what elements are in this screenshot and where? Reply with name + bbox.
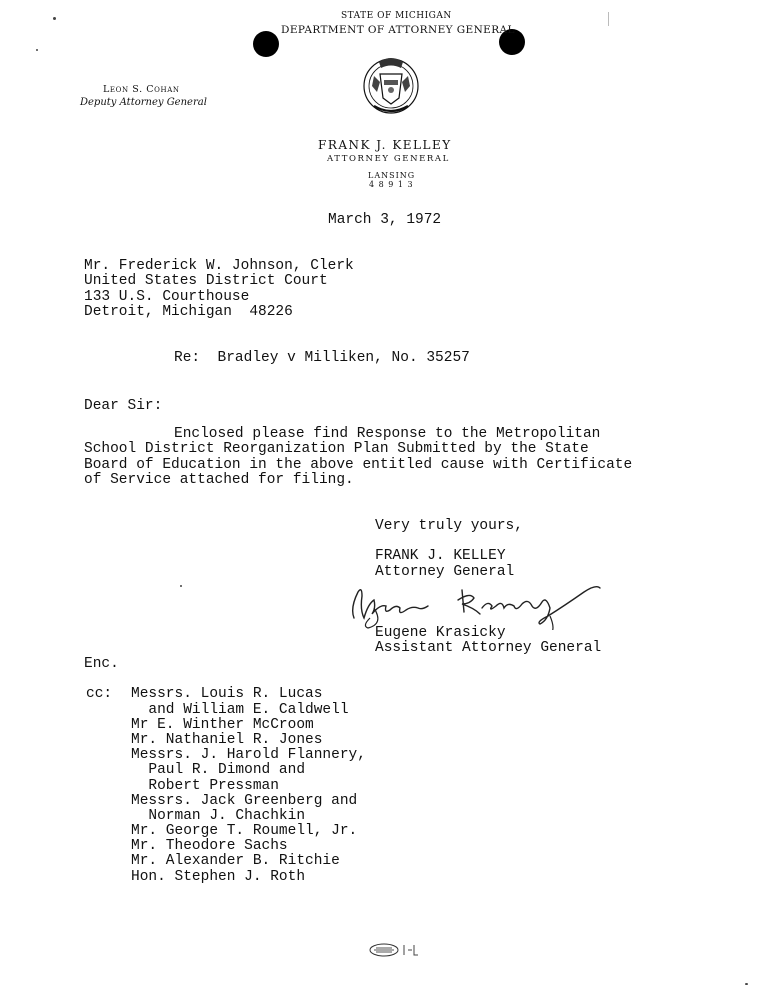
cc-list-item: Mr. George T. Roumell, Jr.: [131, 823, 358, 839]
cc-list-item: and William E. Caldwell: [131, 702, 349, 718]
signer-name: Eugene Krasicky: [375, 625, 506, 641]
address-line: Detroit, Michigan 48226: [84, 304, 293, 320]
re-line: Re: Bradley v Milliken, No. 35257: [174, 350, 470, 366]
address-line: Mr. Frederick W. Johnson, Clerk: [84, 258, 354, 274]
complimentary-close: Very truly yours,: [375, 518, 523, 534]
cc-list-item: Messrs. J. Harold Flannery,: [131, 747, 366, 763]
cc-list-item: Messrs. Louis R. Lucas: [131, 686, 323, 702]
scan-speck: [745, 983, 748, 985]
cc-list-item: Mr. Alexander B. Ritchie: [131, 853, 340, 869]
attorney-general-name: FRANK J. KELLEY: [318, 138, 452, 152]
enclosure-notation: Enc.: [84, 656, 119, 672]
body-line: of Service attached for filing.: [84, 472, 354, 488]
letterhead-state: STATE OF MICHIGAN: [341, 11, 452, 21]
deputy-name: Leon S. Cohan: [103, 84, 180, 95]
attorney-general-title: ATTORNEY GENERAL: [327, 154, 450, 164]
printer-union-stamp-icon: [368, 940, 420, 960]
deputy-title: Deputy Attorney General: [80, 97, 207, 108]
cc-list-item: Mr E. Winther McCroom: [131, 717, 314, 733]
letterhead-department: DEPARTMENT OF ATTORNEY GENERAL: [281, 24, 515, 36]
address-line: 133 U.S. Courthouse: [84, 289, 250, 305]
scan-speck: [36, 49, 38, 51]
signer-org-title: Attorney General: [375, 564, 515, 580]
signer-org-name: FRANK J. KELLEY: [375, 548, 506, 564]
address-line: United States District Court: [84, 273, 328, 289]
body-line: School District Reorganization Plan Submitted by the State: [84, 441, 589, 457]
punch-hole-left: [253, 31, 279, 57]
letterhead-zip: 4 8 9 1 3: [369, 180, 414, 189]
cc-list-item: Hon. Stephen J. Roth: [131, 869, 306, 885]
cc-list-item: Paul R. Dimond and: [131, 762, 306, 778]
letter-date: March 3, 1972: [328, 212, 442, 228]
letterhead-city: LANSING: [368, 171, 416, 180]
scan-speck: [53, 17, 56, 20]
cc-list-item: Mr. Nathaniel R. Jones: [131, 732, 323, 748]
cc-list-item: Mr. Theodore Sachs: [131, 838, 288, 854]
cc-list-item: Robert Pressman: [131, 778, 279, 794]
scan-speck: [180, 585, 182, 587]
handwritten-signature: [344, 578, 606, 630]
cc-label: cc:: [86, 686, 113, 702]
scan-speck: [608, 12, 609, 26]
body-line: Enclosed please find Response to the Metropolitan: [174, 426, 601, 442]
signer-title: Assistant Attorney General: [375, 640, 602, 656]
state-seal-icon: [360, 52, 422, 116]
cc-list-item: Messrs. Jack Greenberg and: [131, 793, 358, 809]
salutation: Dear Sir:: [84, 398, 163, 414]
body-line: Board of Education in the above entitled cause with Certificate: [84, 457, 633, 473]
cc-list-item: Norman J. Chachkin: [131, 808, 306, 824]
